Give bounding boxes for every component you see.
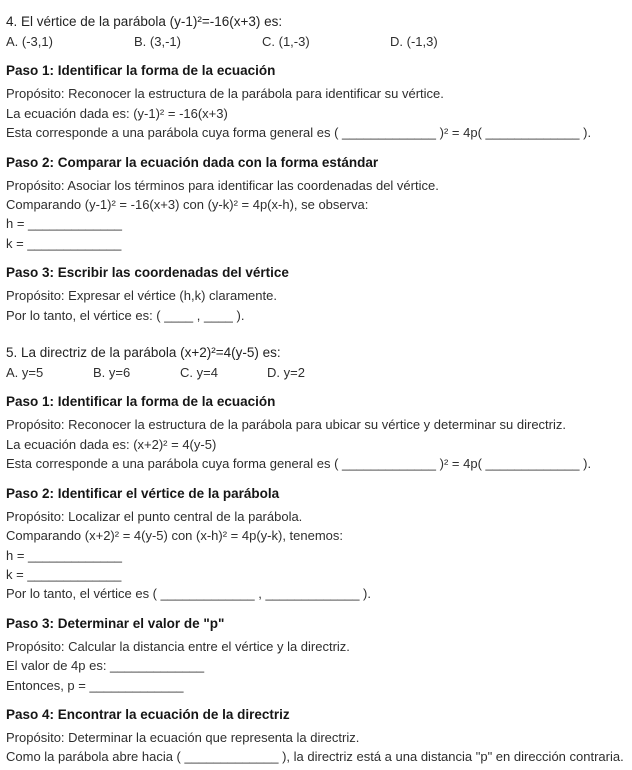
q4-step3-heading: Paso 3: Escribir las coordenadas del vértice [6,265,289,281]
question-4-option-d: D. (-1,3) [390,34,438,49]
q5-step1-heading: Paso 1: Identificar la forma de la ecuación [6,394,276,410]
q5-step3-purpose: Propósito: Calcular la distancia entre el vértice y la directriz. [6,638,350,654]
q4-step2-purpose: Propósito: Asociar los términos para identificar las coordenadas del vértice. [6,177,439,193]
question-5-option-a: A. y=5 [6,365,44,381]
question-4-options [6,32,626,51]
q5-step2-k-blank: k = _____________ [6,566,122,582]
question-4-option-c: C. (1,-3) [262,34,310,49]
question-5-option-c: C. y=4 [180,365,218,381]
question-5-option-d: D. y=2 [267,365,305,381]
q4-step1-heading: Paso 1: Identificar la forma de la ecuación [6,63,276,79]
q4-step2-k-blank: k = _____________ [6,235,122,251]
q4-step2-h-blank: h = _____________ [6,216,123,232]
q5-step2-h-blank: h = _____________ [6,547,123,563]
question-5-title: 5. La directriz de la parábola (x+2)²=4(y-5) es: [6,345,281,361]
q5-step2-comparison: Comparando (x+2)² = 4(y-5) con (x-h)² = 4p(y-k), tenemos: [6,528,344,544]
q4-step3-vertex-blank: Por lo tanto, el vértice es: ( ____ , ____ ). [6,307,245,323]
q5-step3-heading: Paso 3: Determinar el valor de "p" [6,615,225,631]
question-4 [6,12,626,325]
q4-step3-purpose: Propósito: Expresar el vértice (h,k) claramente. [6,288,277,304]
question-5 [6,343,626,767]
q5-step4-purpose: Propósito: Determinar la ecuación que representa la directriz. [6,729,360,745]
q5-step2-purpose: Propósito: Localizar el punto central de la parábola. [6,508,303,524]
q5-step4-heading: Paso 4: Encontrar la ecuación de la directriz [6,706,290,722]
q5-step2-vertex-blank: Por lo tanto, el vértice es ( _____________ , _____________ ). [6,586,371,602]
question-4-option-b: B. (3,-1) [134,34,181,49]
q5-step1-general-form-blank: Esta corresponde a una parábola cuya forma general es ( _____________ )² = 4p( _____________ ). [6,456,592,472]
q4-step1-general-form-blank: Esta corresponde a una parábola cuya forma general es ( _____________ )² = 4p( _____________ ). [6,125,592,141]
q4-step1-equation: La ecuación dada es: (y-1)² = -16(x+3) [6,105,228,121]
q5-step1-equation: La ecuación dada es: (x+2)² = 4(y-5) [6,436,217,452]
q5-step1-purpose: Propósito: Reconocer la estructura de la parábola para ubicar su vértice y determinar su directriz. [6,417,566,433]
q4-step2-comparison: Comparando (y-1)² = -16(x+3) con (y-k)² = 4p(x-h), se observa: [6,197,369,213]
q5-step2-heading: Paso 2: Identificar el vértice de la parábola [6,485,280,501]
question-5-option-b: B. y=6 [93,365,131,381]
q5-step3-4p-blank: El valor de 4p es: _____________ [6,658,205,674]
q5-step4-directrix-blank: Como la parábola abre hacia ( _____________ ), la directriz está a una distancia "p" en dirección contraria. [6,749,624,765]
question-4-option-a: A. (-3,1) [6,34,53,49]
question-5-options [6,363,626,382]
q4-step1-purpose: Propósito: Reconocer la estructura de la parábola para identificar su vértice. [6,86,444,102]
question-4-title: 4. El vértice de la parábola (y-1)²=-16(x+3) es: [6,14,283,29]
q5-step3-p-blank: Entonces, p = _____________ [6,677,184,693]
q4-step2-heading: Paso 2: Comparar la ecuación dada con la forma estándar [6,154,379,170]
